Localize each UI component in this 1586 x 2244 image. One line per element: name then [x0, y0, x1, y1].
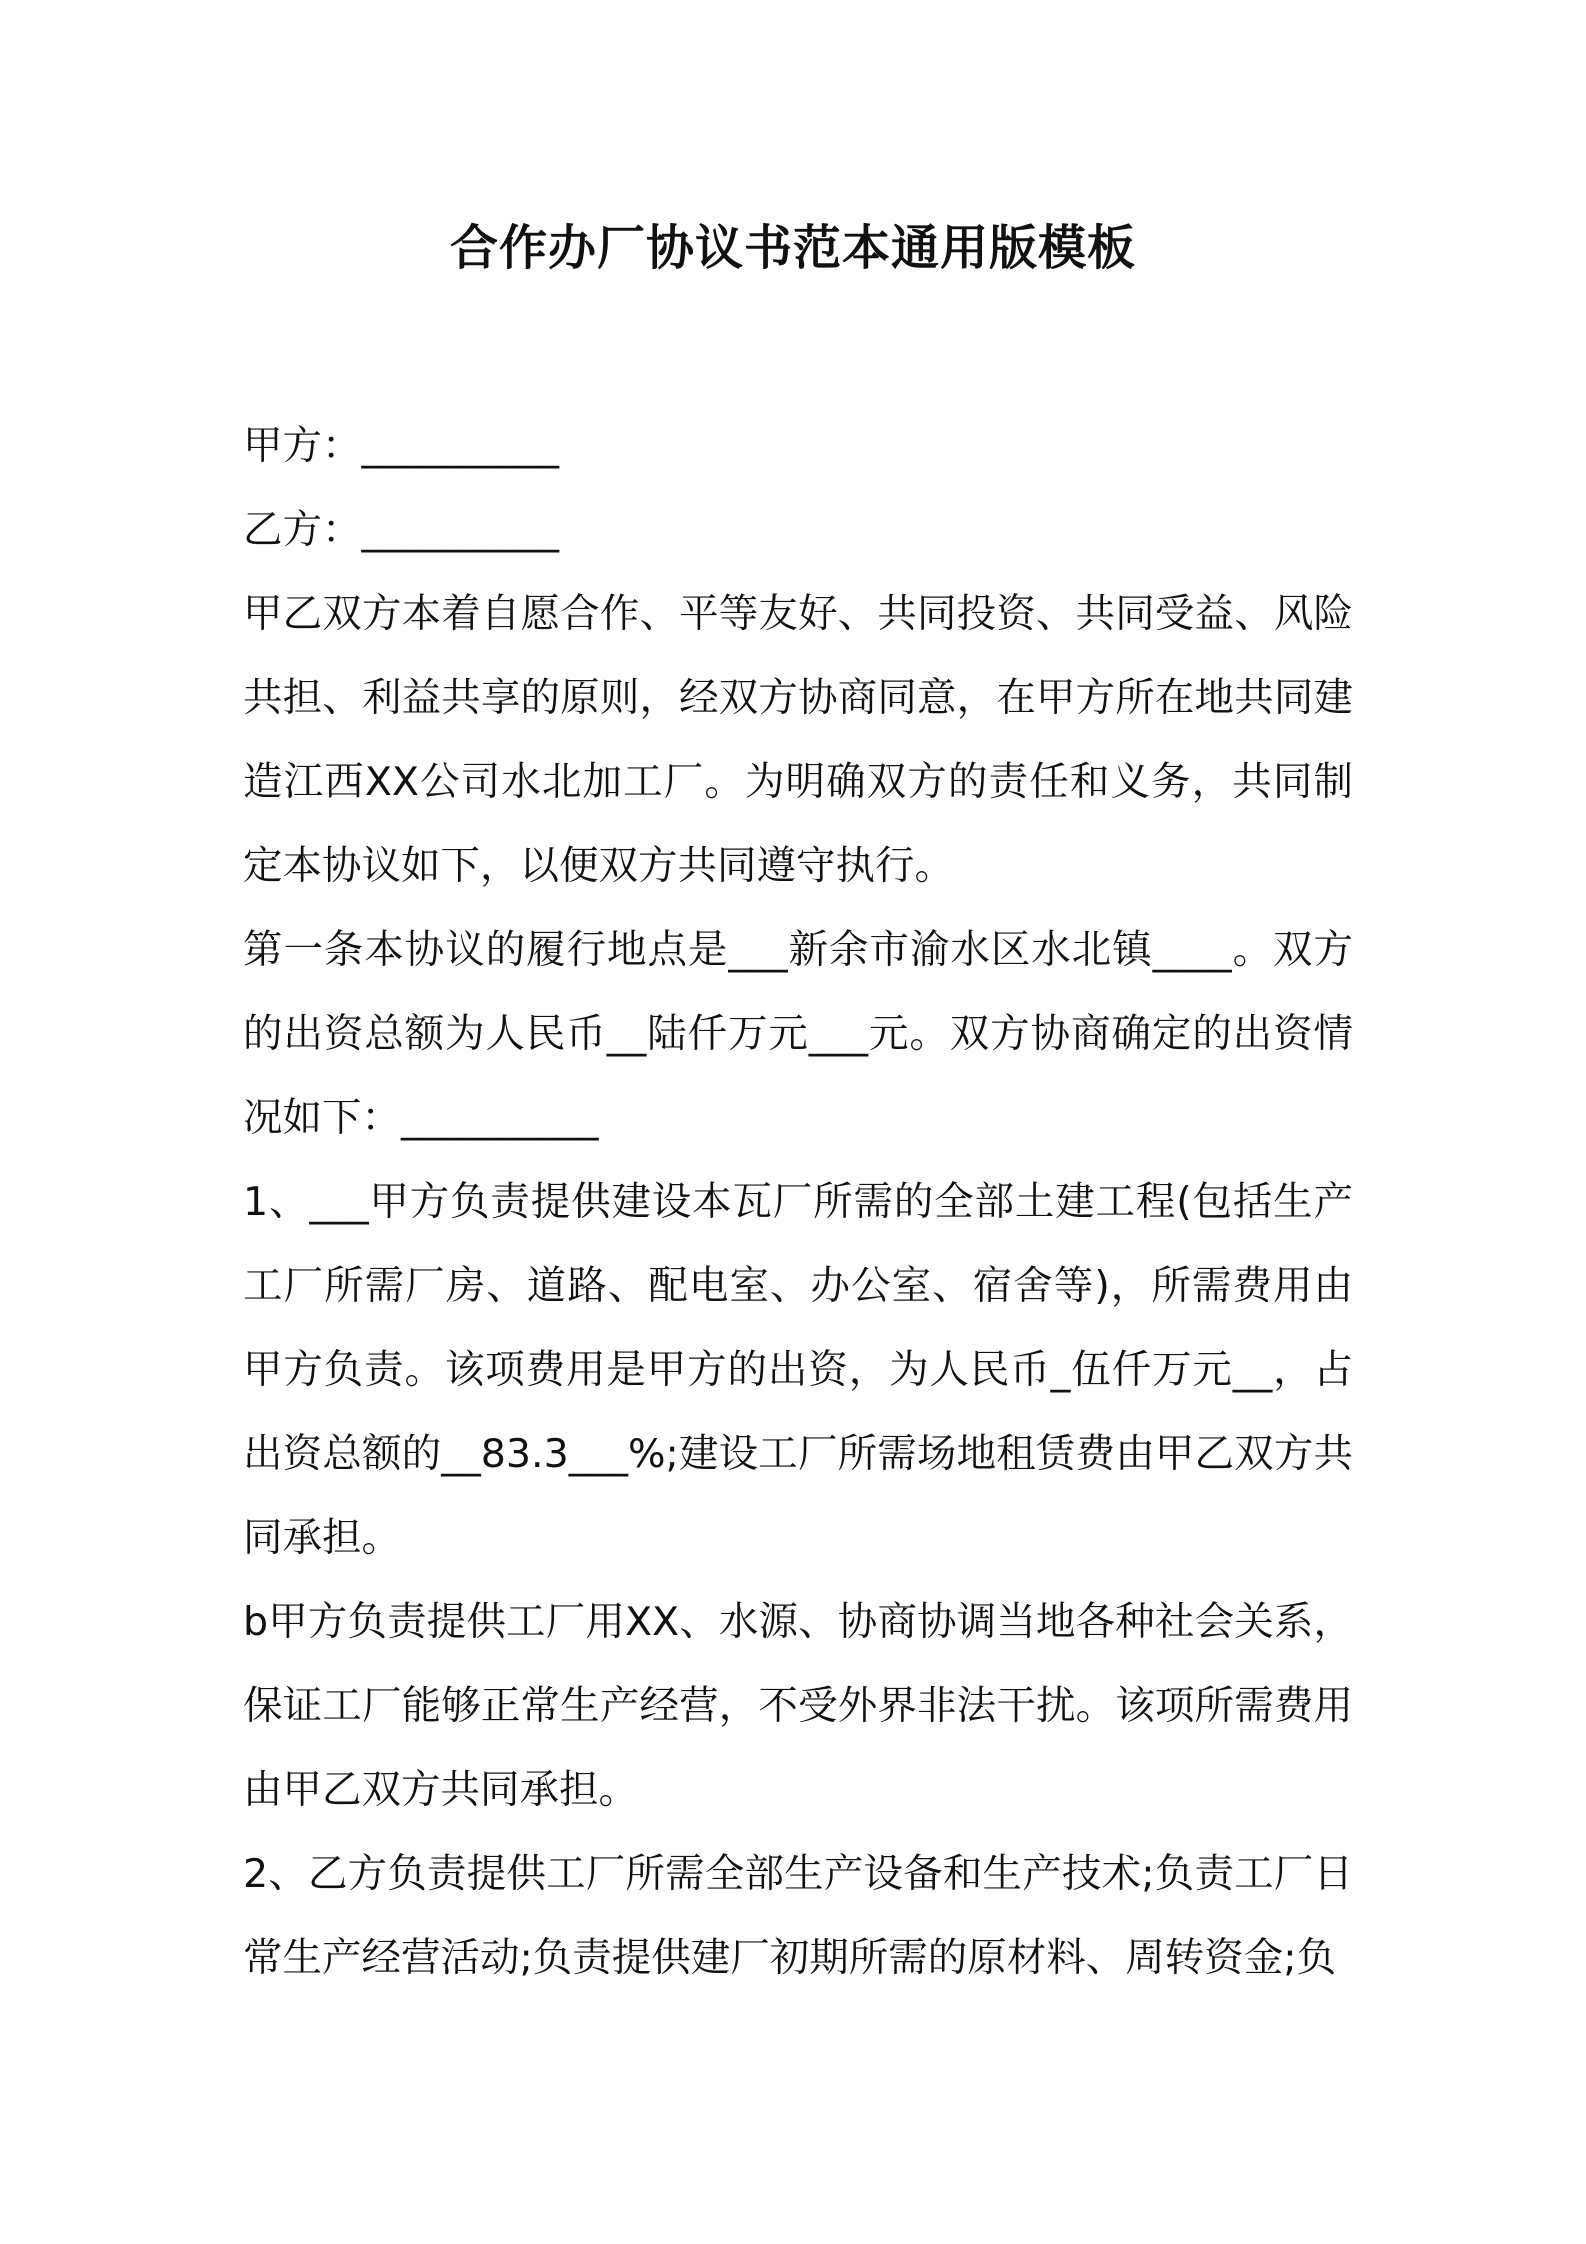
paragraph-article-1: 第一条本协议的履行地点是___新余市渝水区水北镇____。双方的出资总额为人民币__陆仟万元___元。双方协商确定的出资情况如下：__________ [243, 927, 1353, 1141]
paragraph-item-2: 2、乙方负责提供工厂所需全部生产设备和生产技术;负责工厂日常生产经营活动;负责提供建厂初期所需的原材料、周转资金;负 [243, 1851, 1353, 1981]
paragraph-item-b: b甲方负责提供工厂用XX、水源、协商协调当地各种社会关系，保证工厂能够正常生产经营，不受外界非法干扰。该项所需费用由甲乙双方共同承担。 [243, 1599, 1353, 1813]
paragraph-preamble: 甲乙双方本着自愿合作、平等友好、共同投资、共同受益、风险共担、利益共享的原则，经双方协商同意，在甲方所在地共同建造江西XX公司水北加工厂。为明确双方的责任和义务，共同制定本协议如下，以便双方共同遵守执行。 [243, 591, 1353, 889]
party-a-line: 甲方：__________ [243, 423, 559, 469]
document-body [243, 404, 1353, 2000]
party-b-line: 乙方：__________ [243, 507, 559, 553]
document-title: 合作办厂协议书范本通用版模板 [449, 220, 1136, 276]
paragraph-item-1: 1、___甲方负责提供建设本瓦厂所需的全部土建工程(包括生产工厂所需厂房、道路、配电室、办公室、宿舍等)，所需费用由甲方负责。该项费用是甲方的出资，为人民币_伍仟万元__，占出资总额的__83.3___%;建设工厂所需场地租赁费由甲乙双方共同承担。 [243, 1179, 1353, 1561]
